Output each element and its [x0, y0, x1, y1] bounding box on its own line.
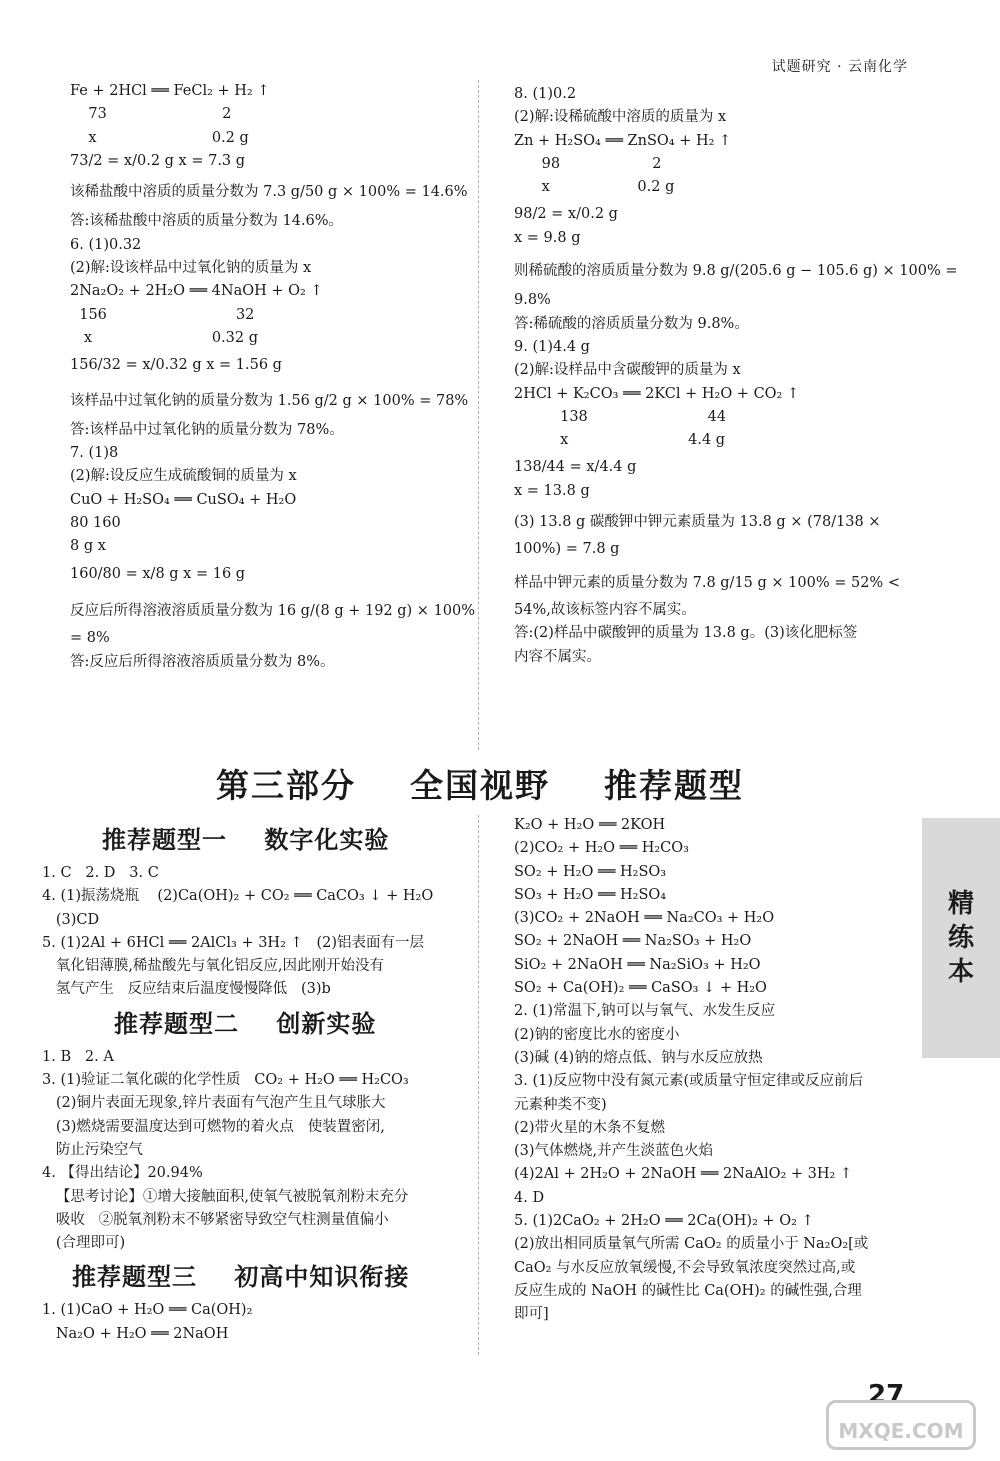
- answer-line: 答:稀硫酸的溶质质量分数为 9.8%。: [514, 315, 749, 332]
- answer-line: 138 44: [514, 408, 727, 425]
- left-answer-column: [70, 80, 476, 674]
- answer-line: 98 2: [514, 155, 662, 172]
- answer-line: Fe + 2HCl ══ FeCl₂ + H₂ ↑: [70, 83, 270, 99]
- answer-line: 防止污染空气: [42, 1141, 143, 1158]
- answer-line: 该样品中过氧化钠的质量分数为 1.56 g/2 g × 100% = 78%: [70, 392, 469, 409]
- answer-line: 3. (1)反应物中没有氮元素(或质量守恒定律或反应前后: [514, 1073, 864, 1090]
- answer-line: 100%) = 7.8 g: [514, 541, 620, 558]
- answer-line: x 0.2 g: [514, 179, 675, 196]
- bottom-right-column: [514, 814, 914, 1327]
- answer-line: 反应后所得溶液溶质质量分数为 16 g/(8 g + 192 g) × 100%: [70, 602, 476, 619]
- answer-line: 氧化铝薄膜,稀盐酸先与氧化铝反应,因此刚开始没有: [42, 958, 385, 975]
- answer-line: 8. (1)0.2: [514, 86, 577, 102]
- answer-line: 156 32: [70, 306, 255, 323]
- answer-line: (2)钠的密度比水的密度小: [514, 1026, 680, 1043]
- answer-line: 答:该样品中过氧化钠的质量分数为 78%。: [70, 421, 344, 438]
- answer-line: (3)CO₂ + 2NaOH ══ Na₂CO₃ + H₂O: [514, 910, 775, 927]
- answer-line: (合理即可): [42, 1235, 126, 1252]
- answer-line: 4. D: [514, 1189, 545, 1206]
- answer-line: 73/2 = x/0.2 g x = 7.3 g: [70, 152, 246, 169]
- answer-line: x = 13.8 g: [514, 482, 590, 499]
- answer-line: 该稀盐酸中溶质的质量分数为 7.3 g/50 g × 100% = 14.6%: [70, 184, 468, 201]
- answer-line: 160/80 = x/8 g x = 16 g: [70, 565, 246, 582]
- answer-line: 6. (1)0.32: [70, 236, 142, 253]
- answer-line: SO₂ + H₂O ══ H₂SO₃: [514, 863, 667, 880]
- section-title: 推荐题型三 初高中知识衔接: [72, 1263, 410, 1292]
- answer-line: 1. B 2. A: [42, 1048, 114, 1065]
- answer-line: K₂O + H₂O ══ 2KOH: [514, 817, 666, 833]
- answer-line: 5. (1)2Al + 6HCl ══ 2AlCl₃ + 3H₂ ↑ (2)铝表面有一层: [42, 934, 425, 951]
- answer-line: 样品中钾元素的质量分数为 7.8 g/15 g × 100% = 52% <: [514, 574, 900, 591]
- answer-line: 4. (1)振荡烧瓶 (2)Ca(OH)₂ + CO₂ ══ CaCO₃ ↓ + H₂O: [42, 888, 434, 905]
- answer-line: 9. (1)4.4 g: [514, 338, 590, 355]
- answer-line: 答:反应后所得溶液溶质质量分数为 8%。: [70, 653, 335, 670]
- answer-line: 1. C 2. D 3. C: [42, 865, 159, 881]
- answer-line: (2)解:设样品中含碳酸钾的质量为 x: [514, 362, 741, 379]
- answer-line: CaO₂ 与水反应放氧缓慢,不会导致氧浓度突然过高,或: [514, 1259, 856, 1276]
- answer-line: (3)气体燃烧,并产生淡蓝色火焰: [514, 1143, 714, 1160]
- answer-line: 54%,故该标签内容不属实。: [514, 601, 696, 618]
- answer-line: 元素种类不变): [514, 1096, 607, 1113]
- bottom-left-column: [42, 818, 462, 1346]
- answer-line: (4)2Al + 2H₂O + 2NaOH ══ 2NaAlO₂ + 3H₂ ↑: [514, 1166, 853, 1183]
- answer-line: 答:(2)样品中碳酸钾的质量为 13.8 g。(3)该化肥标签: [514, 625, 858, 642]
- answer-line: (2)带火星的木条不复燃: [514, 1119, 666, 1136]
- answer-line: 3. (1)验证二氧化碳的化学性质 CO₂ + H₂O ══ H₂CO₃: [42, 1072, 409, 1089]
- answer-line: 2Na₂O₂ + 2H₂O ══ 4NaOH + O₂ ↑: [70, 283, 323, 300]
- answer-line: (2)CO₂ + H₂O ══ H₂CO₃: [514, 840, 689, 857]
- answer-line: 吸收 ②脱氧剂粉末不够紧密导致空气柱测量值偏小: [42, 1211, 389, 1228]
- answer-line: 138/44 = x/4.4 g: [514, 459, 637, 476]
- answer-line: (3)碱 (4)钠的熔点低、钠与水反应放热: [514, 1049, 763, 1066]
- answer-line: Na₂O + H₂O ══ 2NaOH: [42, 1325, 229, 1342]
- right-answer-column: [514, 83, 958, 669]
- answer-line: (2)铜片表面无现象,锌片表面有气泡产生且气球胀大: [42, 1095, 386, 1112]
- answer-line: x 4.4 g: [514, 432, 726, 449]
- answer-line: Zn + H₂SO₄ ══ ZnSO₄ + H₂ ↑: [514, 132, 732, 149]
- answer-line: 156/32 = x/0.32 g x = 1.56 g: [70, 357, 282, 374]
- column-divider: [478, 80, 479, 750]
- answer-line: SO₃ + H₂O ══ H₂SO₄: [514, 886, 667, 903]
- answer-line: (3) 13.8 g 碳酸钾中钾元素质量为 13.8 g × (78/138 ×: [514, 514, 881, 531]
- answer-line: SO₂ + Ca(OH)₂ ══ CaSO₃ ↓ + H₂O: [514, 980, 767, 997]
- answer-line: x 0.32 g: [70, 329, 259, 346]
- answer-line: (2)解:设该样品中过氧化钠的质量为 x: [70, 260, 312, 277]
- answer-line: SiO₂ + 2NaOH ══ Na₂SiO₃ + H₂O: [514, 956, 761, 973]
- section-title: 推荐题型一 数字化实验: [102, 826, 390, 854]
- answer-line: 73 2: [70, 106, 232, 123]
- answer-line: (2)解:设稀硫酸中溶质的质量为 x: [514, 109, 727, 126]
- side-tab-label: 精练本: [947, 889, 974, 987]
- answer-line: = 8%: [70, 630, 110, 647]
- answer-line: (2)解:设反应生成硫酸铜的质量为 x: [70, 468, 297, 485]
- answer-line: SO₂ + 2NaOH ══ Na₂SO₃ + H₂O: [514, 933, 752, 950]
- answer-line: (3)CD: [42, 911, 100, 928]
- page-number: 27: [868, 1380, 905, 1410]
- answer-line: 80 160: [70, 515, 121, 532]
- answer-line: 8 g x: [70, 538, 106, 555]
- answer-line: 氢气产生 反应结束后温度慢慢降低 (3)b: [42, 981, 331, 998]
- answer-line: 5. (1)2CaO₂ + 2H₂O ══ 2Ca(OH)₂ + O₂ ↑: [514, 1213, 814, 1230]
- answer-line: CuO + H₂SO₄ ══ CuSO₄ + H₂O: [70, 491, 297, 508]
- answer-line: 【思考讨论】①增大接触面积,使氧气被脱氧剂粉末充分: [42, 1188, 409, 1205]
- answer-line: 内容不属实。: [514, 648, 601, 665]
- watermark-logo: MXQE.COM: [826, 1400, 976, 1450]
- answer-line: 即可]: [514, 1306, 549, 1323]
- answer-line: 2. (1)常温下,钠可以与氧气、水发生反应: [514, 1003, 776, 1020]
- side-tab: [922, 818, 1000, 1058]
- answer-line: 4. 【得出结论】20.94%: [42, 1165, 203, 1182]
- answer-line: (3)燃烧需要温度达到可燃物的着火点 使装置密闭,: [42, 1118, 385, 1135]
- answer-line: 9.8%: [514, 292, 551, 309]
- answer-line: 98/2 = x/0.2 g: [514, 206, 618, 223]
- answer-line: 2HCl + K₂CO₃ ══ 2KCl + H₂O + CO₂ ↑: [514, 385, 800, 402]
- running-header: 试题研究 · 云南化学: [771, 59, 908, 75]
- part-title: 第三部分 全国视野 推荐题型: [216, 766, 744, 805]
- answer-line: 答:该稀盐酸中溶质的质量分数为 14.6%。: [70, 213, 344, 230]
- column-divider: [478, 815, 479, 1355]
- answer-line: 1. (1)CaO + H₂O ══ Ca(OH)₂: [42, 1302, 253, 1319]
- answer-line: 7. (1)8: [70, 445, 119, 462]
- section-title: 推荐题型二 创新实验: [114, 1009, 377, 1038]
- answer-line: 则稀硫酸的溶质质量分数为 9.8 g/(205.6 g − 105.6 g) × 100% =: [514, 263, 958, 280]
- answer-line: x = 9.8 g: [514, 229, 581, 246]
- answer-line: x 0.2 g: [70, 129, 249, 146]
- answer-line: (2)放出相同质量氧气所需 CaO₂ 的质量小于 Na₂O₂[或: [514, 1236, 869, 1253]
- answer-line: 反应生成的 NaOH 的碱性比 Ca(OH)₂ 的碱性强,合理: [514, 1282, 862, 1299]
